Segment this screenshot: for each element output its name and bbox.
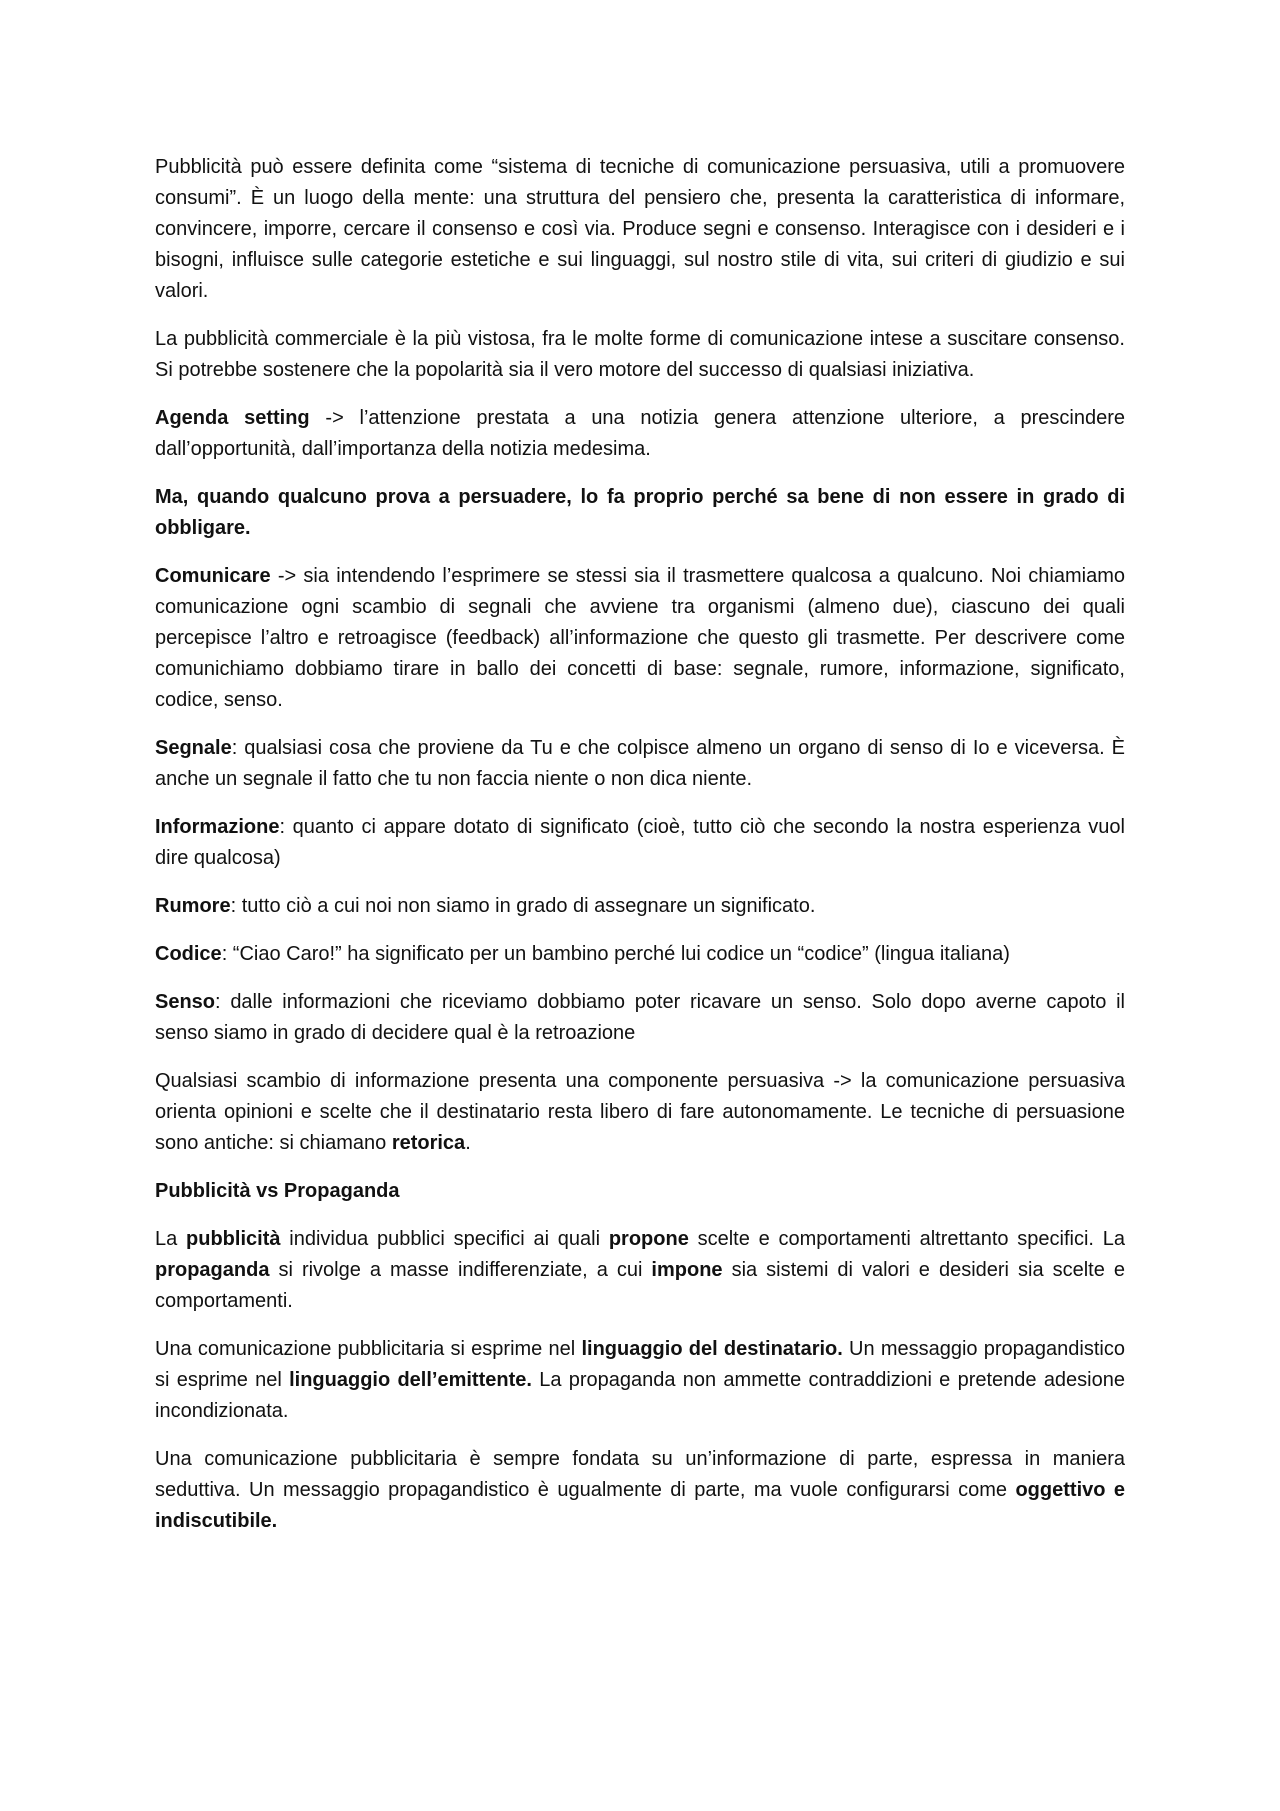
paragraph-informazione (155, 812, 1125, 874)
paragraph-persuasion-quote (155, 482, 1125, 544)
term-agenda-setting: Agenda setting (155, 407, 310, 429)
paragraph-commercial-advertising: La pubblicità commerciale è la più vistosa, fra le molte forme di comunicazione intese a suscitare consenso. Si potrebbe sostenere che la popolarità sia il vero motore del successo di qualsiasi iniziativa. (155, 328, 1125, 381)
term-linguaggio-destinatario: linguaggio del destinatario. (581, 1338, 843, 1360)
term-rumore: Rumore (155, 895, 231, 917)
text-segment: si rivolge a masse indifferenziate, a cui (269, 1259, 652, 1281)
term-propone: propone (608, 1228, 689, 1250)
term-codice: Codice (155, 943, 222, 965)
paragraph-agenda-setting (155, 403, 1125, 465)
paragraph-comunicare (155, 561, 1125, 716)
paragraph-senso (155, 987, 1125, 1049)
paragraph-definition: Pubblicità può essere definita come “sistema di tecniche di comunicazione persuasiva, utili a promuovere consumi”. È un luogo della mente: una struttura del pensiero che, presenta la caratteristica di informare, convincere, imporre, cercare il consenso e così via. Produce segni e consenso. Interagisce con i desideri e i bisogni, influisce sulle categorie estetiche e sui linguaggi, sul nostro stile di vita, sui criteri di giudizio e sui valori. (155, 156, 1125, 302)
heading-pubblicita-vs-propaganda: Pubblicità vs Propaganda (155, 1180, 400, 1202)
paragraph-rumore (155, 891, 1125, 922)
term-senso: Senso (155, 991, 216, 1013)
term-segnale: Segnale (155, 737, 232, 759)
senso-text: : dalle informazioni che riceviamo dobbiamo poter ricavare un senso. Solo dopo averne capoto il senso siamo in grado di decidere qual è la retroazione (155, 991, 1125, 1044)
rumore-text: : tutto ciò a cui noi non siamo in grado di assegnare un significato. (230, 895, 816, 917)
term-propaganda: propaganda (155, 1259, 270, 1281)
text-segment: La (155, 1228, 187, 1250)
comunicare-text: -> sia intendendo l’esprimere se stessi sia il trasmettere qualcosa a qualcuno. Noi chiamiamo comunicazione ogni scambio di segnali che avviene tra organismi (almeno due), ciascuno dei quali percepisce l’altro e retroagisce (feedback) all’informazione che questo gli trasmette. Per descrivere come comunichiamo dobbiamo tirare in ballo dei concetti di base: segnale, rumore, informazione, significato, codice, senso. (155, 565, 1125, 711)
text-segment: Una comunicazione pubblicitaria è sempre fondata su un’informazione di parte, espressa in maniera seduttiva. Un messaggio propagandistico è ugualmente di parte, ma vuole configurarsi come (155, 1448, 1125, 1501)
agenda-setting-text: -> l’attenzione prestata a una notizia genera attenzione ulteriore, a prescindere dall’opportunità, dall’importanza della notizia medesima. (155, 407, 1125, 460)
paragraph-persuasive-component (155, 1066, 1125, 1159)
text-segment: La propaganda non ammette contraddizioni e pretende adesione incondizionata. (155, 1369, 1125, 1422)
term-retorica: retorica (391, 1132, 466, 1154)
document-page (155, 152, 1125, 1554)
paragraph-segnale (155, 733, 1125, 795)
persuasive-component-end: . (465, 1132, 471, 1154)
text-segment: sia sistemi di valori e desideri sia scelte e comportamenti. (155, 1259, 1125, 1312)
term-impone: impone (651, 1259, 723, 1281)
informazione-text: : quanto ci appare dotato di significato (cioè, tutto ciò che secondo la nostra esperienza vuol dire qualcosa) (155, 816, 1125, 869)
persuasive-component-text: Qualsiasi scambio di informazione presenta una componente persuasiva -> la comunicazione persuasiva orienta opinioni e scelte che il destinatario resta libero di fare autonomamente. Le tecniche di persuasione sono antiche: si chiamano (155, 1070, 1125, 1154)
segnale-text: : qualsiasi cosa che proviene da Tu e che colpisce almeno un organo di senso di Io e viceversa. È anche un segnale il fatto che tu non faccia niente o non dica niente. (155, 737, 1125, 790)
term-oggettivo-indiscutibile: oggettivo e indiscutibile. (155, 1479, 1126, 1532)
paragraph-pubblicita-propaganda (155, 1224, 1125, 1317)
term-comunicare: Comunicare (155, 565, 271, 587)
text-segment: scelte e comportamenti altrettanto specifici. La (688, 1228, 1125, 1250)
persuasion-quote-text: Ma, quando qualcuno prova a persuadere, lo fa proprio perché sa bene di non essere in grado di obbligare. (155, 486, 1125, 539)
paragraph-codice (155, 939, 1125, 970)
text-segment: Una comunicazione pubblicitaria si esprime nel (155, 1338, 582, 1360)
term-pubblicita: pubblicità (186, 1228, 281, 1250)
codice-text: : “Ciao Caro!” ha significato per un bambino perché lui codice un “codice” (lingua italiana) (221, 943, 1010, 965)
paragraph-informazione-di-parte (155, 1444, 1125, 1537)
term-informazione: Informazione (155, 816, 280, 838)
paragraph-linguaggio (155, 1334, 1125, 1427)
text-segment: Un messaggio propagandistico si esprime nel (155, 1338, 1125, 1391)
section-heading (155, 1176, 1125, 1207)
term-linguaggio-emittente: linguaggio dell’emittente. (289, 1369, 532, 1391)
text-segment: individua pubblici specifici ai quali (280, 1228, 609, 1250)
